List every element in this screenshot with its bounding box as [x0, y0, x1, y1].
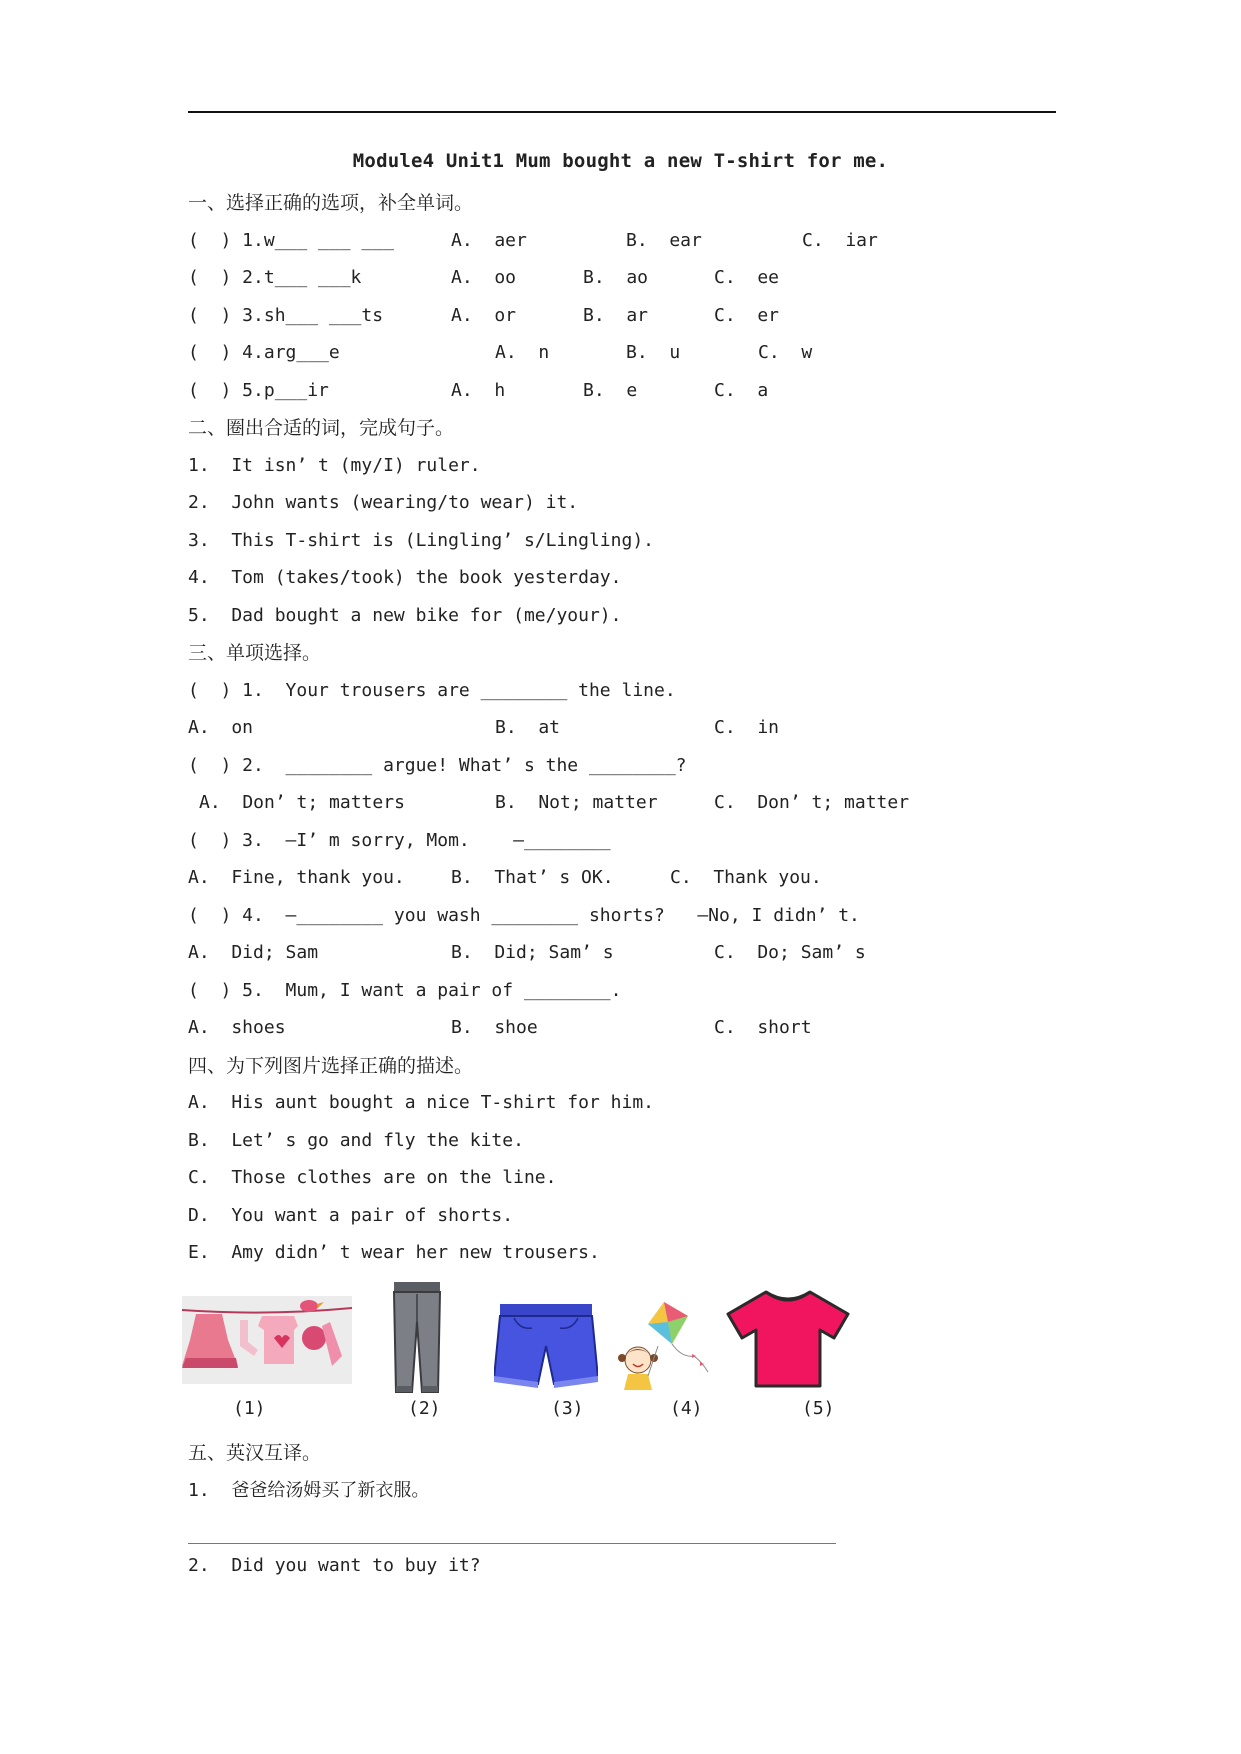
s3-q1-stem: ( ) 1. Your trousers are ________ the line. [188, 680, 676, 701]
s5-item-2: 2. Did you want to buy it? [188, 1555, 481, 1576]
s3-q5-option-b: B. shoe [451, 1017, 538, 1038]
s2-item-2: 2. John wants (wearing/to wear) it. [188, 492, 579, 513]
s1-q1-option-b: B. ear [626, 230, 702, 251]
picture-caption-2: (2) [408, 1398, 441, 1419]
s3-q4-option-b: B. Did; Sam’ s [451, 942, 614, 963]
trousers-picture [392, 1282, 442, 1394]
s3-q1-option-b: B. at [495, 717, 561, 738]
section3-heading: 三、单项选择。 [188, 642, 322, 664]
s1-q5-option-c: C. a [714, 380, 769, 401]
s1-q5-option-a: A. h [451, 380, 506, 401]
s3-q4-stem: ( ) 4. —________ you wash ________ shorts? —No, I didn’ t. [188, 905, 860, 926]
s1-q2-stem: ( ) 2.t___ ___k [188, 267, 362, 288]
s3-q3-option-b: B. That’ s OK. [451, 867, 614, 888]
s1-q4-stem: ( ) 4.arg___e [188, 342, 340, 363]
s3-q3-stem: ( ) 3. —I’ m sorry, Mom. —________ [188, 830, 611, 851]
s3-q3-option-c: C. Thank you. [670, 867, 822, 888]
picture-caption-1: (1) [233, 1398, 266, 1419]
s1-q2-option-a: A. oo [451, 267, 517, 288]
s1-q3-option-a: A. or [451, 305, 517, 326]
s3-q4-option-a: A. Did; Sam [188, 942, 319, 963]
s3-q5-option-c: C. short [714, 1017, 812, 1038]
s4-option-c: C. Those clothes are on the line. [188, 1167, 557, 1188]
worksheet-title: Module4 Unit1 Mum bought a new T-shirt for me. [352, 150, 889, 172]
shorts-picture [494, 1304, 598, 1388]
header-rule [188, 111, 1056, 113]
s1-q2-option-c: C. ee [714, 267, 780, 288]
answer-line [188, 1543, 836, 1544]
s2-item-4: 4. Tom (takes/took) the book yesterday. [188, 567, 622, 588]
s3-q2-stem: ( ) 2. ________ argue! What’ s the ________? [188, 755, 687, 776]
s1-q3-option-b: B. ar [583, 305, 649, 326]
s3-q2-option-c: C. Don’ t; matter [714, 792, 910, 813]
s1-q4-option-a: A. n [495, 342, 550, 363]
s1-q4-option-b: B. u [626, 342, 681, 363]
s1-q3-stem: ( ) 3.sh___ ___ts [188, 305, 384, 326]
s3-q3-option-a: A. Fine, thank you. [188, 867, 405, 888]
girl-flying-kite-picture [612, 1298, 716, 1392]
picture-caption-4: (4) [670, 1398, 703, 1419]
s1-q4-option-c: C. w [758, 342, 813, 363]
s1-q2-option-b: B. ao [583, 267, 649, 288]
s3-q1-option-c: C. in [714, 717, 780, 738]
section4-heading: 四、为下列图片选择正确的描述。 [188, 1055, 474, 1077]
s3-q5-option-a: A. shoes [188, 1017, 286, 1038]
s3-q2-option-b: B. Not; matter [495, 792, 658, 813]
s1-q3-option-c: C. er [714, 305, 780, 326]
s3-q1-option-a: A. on [188, 717, 254, 738]
s1-q1-stem: ( ) 1.w___ ___ ___ [188, 230, 394, 251]
s2-item-5: 5. Dad bought a new bike for (me/your). [188, 605, 622, 626]
section5-heading: 五、英汉互译。 [188, 1442, 322, 1464]
s4-option-b: B. Let’ s go and fly the kite. [188, 1130, 524, 1151]
s2-item-3: 3. This T-shirt is (Lingling’ s/Lingling). [188, 530, 654, 551]
s3-q2-option-a: A. Don’ t; matters [199, 792, 405, 813]
s1-q5-stem: ( ) 5.p___ir [188, 380, 329, 401]
picture-caption-5: (5) [802, 1398, 835, 1419]
section2-heading: 二、圈出合适的词，完成句子。 [188, 417, 455, 439]
picture-caption-3: (3) [551, 1398, 584, 1419]
s2-item-1: 1. It isn’ t (my/I) ruler. [188, 455, 481, 476]
s4-option-a: A. His aunt bought a nice T-shirt for him. [188, 1092, 654, 1113]
s3-q5-stem: ( ) 5. Mum, I want a pair of ________. [188, 980, 622, 1001]
s4-option-e: E. Amy didn’ t wear her new trousers. [188, 1242, 600, 1263]
tshirt-picture [726, 1290, 850, 1388]
s5-item-1: 1. 爸爸给汤姆买了新衣服。 [188, 1480, 430, 1501]
s1-q5-option-b: B. e [583, 380, 638, 401]
section1-heading: 一、选择正确的选项，补全单词。 [188, 192, 474, 214]
s3-q4-option-c: C. Do; Sam’ s [714, 942, 866, 963]
clothes-on-line-picture [182, 1296, 352, 1384]
s4-option-d: D. You want a pair of shorts. [188, 1205, 514, 1226]
s1-q1-option-c: C. iar [802, 230, 878, 251]
s1-q1-option-a: A. aer [451, 230, 527, 251]
